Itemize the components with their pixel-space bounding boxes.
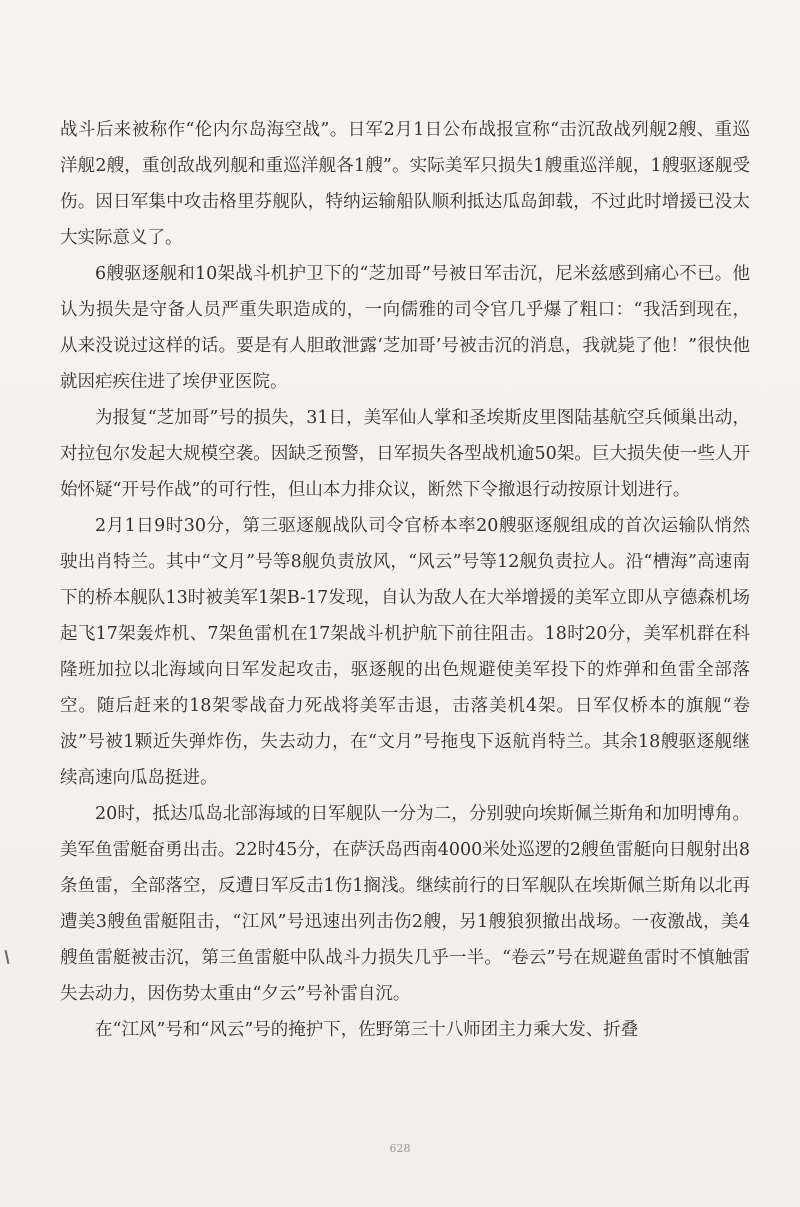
body-text xyxy=(60,112,750,1048)
margin-pencil-mark xyxy=(5,950,10,964)
paragraph-4: 2月1日9时30分，第三驱逐舰战队司令官桥本率20艘驱逐舰组成的首次运输队悄然驶出肖特兰。其中“文月”号等8舰负责放风，“风云”号等12舰负责拉人。沿“槽海”高速南下的桥本舰队13时被美军1架B-17发现，自认为敌人在大举增援的美军立即从亨德森机场起飞17架轰炸机、7架鱼雷机在17架战斗机护航下前往阻击。18时20分，美军机群在科隆班加拉以北海域向日军发起攻击，驱逐舰的出色规避使美军投下的炸弹和鱼雷全部落空。随后赶来的18架零战奋力死战将美军击退，击落美机4架。日军仅桥本的旗舰“卷波”号被1颗近失弹炸伤，失去动力，在“文月”号拖曳下返航肖特兰。其余18艘驱逐舰继续高速向瓜岛挺进。 xyxy=(60,516,750,788)
paragraph-6: 在“江风”号和“风云”号的掩护下，佐野第三十八师团主力乘大发、折叠 xyxy=(95,1020,639,1040)
paragraph-2: 6艘驱逐舰和10架战斗机护卫下的“芝加哥”号被日军击沉，尼米兹感到痛心不已。他认为损失是守备人员严重失职造成的，一向儒雅的司令官几乎爆了粗口：“我活到现在，从来没说过这样的话。要是有人胆敢泄露‘芝加哥’号被击沉的消息，我就毙了他！”很快他就因疟疾住进了埃伊亚医院。 xyxy=(60,264,750,392)
paragraph-1: 战斗后来被称作“伦内尔岛海空战”。日军2月1日公布战报宣称“击沉敌战列舰2艘、重巡洋舰2艘，重创敌战列舰和重巡洋舰各1艘”。实际美军只损失1艘重巡洋舰，1艘驱逐舰受伤。因日军集中攻击格里芬舰队，特纳运输船队顺利抵达瓜岛卸载，不过此时增援已没太大实际意义了。 xyxy=(60,120,750,248)
paragraph-5: 20时，抵达瓜岛北部海域的日军舰队一分为二，分别驶向埃斯佩兰斯角和加明博角。美军鱼雷艇奋勇出击。22时45分，在萨沃岛西南4000米处巡逻的2艘鱼雷艇向日舰射出8条鱼雷，全部落空，反遭日军反击1伤1搁浅。继续前行的日军舰队在埃斯佩兰斯角以北再遭美3艘鱼雷艇阻击，“江风”号迅速出列击伤2艘，另1艘狼狈撤出战场。一夜激战，美4艘鱼雷艇被击沉，第三鱼雷艇中队战斗力损失几乎一半。“卷云”号在规避鱼雷时不慎触雷失去动力，因伤势太重由“夕云”号补雷自沉。 xyxy=(60,804,750,1004)
paragraph-3: 为报复“芝加哥”号的损失，31日，美军仙人掌和圣埃斯皮里图陆基航空兵倾巢出动，对拉包尔发起大规模空袭。因缺乏预警，日军损失各型战机逾50架。巨大损失使一些人开始怀疑“开号作战”的可行性，但山本力排众议，断然下令撤退行动按原计划进行。 xyxy=(60,408,750,500)
page-number: 628 xyxy=(389,1142,411,1155)
